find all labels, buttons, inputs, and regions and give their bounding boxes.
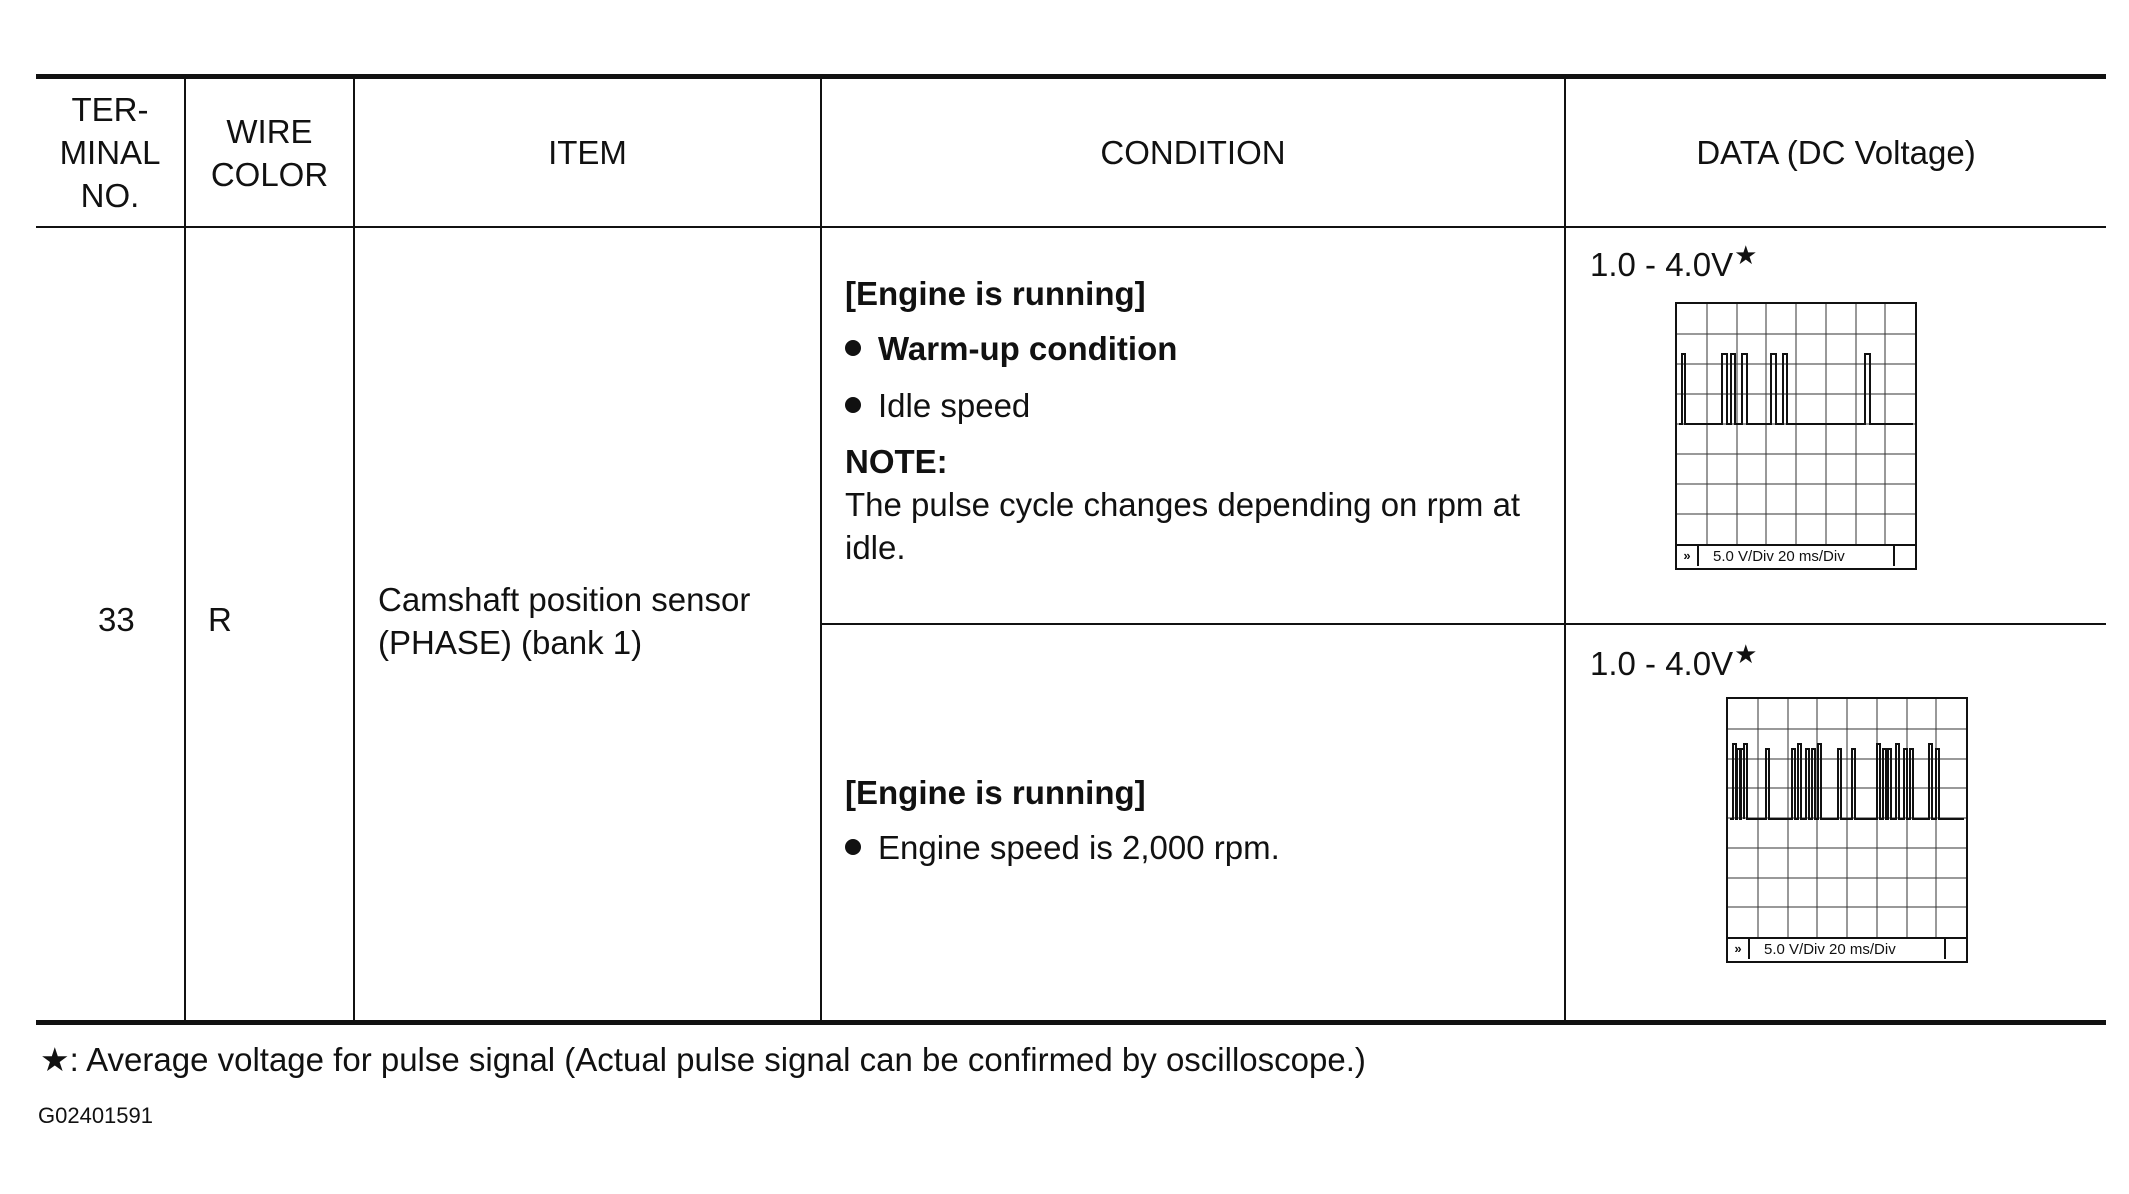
item-line-2: (PHASE) (bank 1) bbox=[378, 624, 643, 661]
condition-2-bullet-1 bbox=[845, 826, 1555, 869]
bullet-icon bbox=[845, 397, 861, 413]
double-chevron-right-icon: » bbox=[1677, 546, 1699, 566]
wire-color-value: R bbox=[208, 601, 232, 638]
header-data-dc-voltage: DATA (DC Voltage) bbox=[1696, 134, 1976, 171]
bullet-icon bbox=[845, 839, 861, 855]
header-terminal-line-1: TER- bbox=[71, 91, 149, 128]
condition-2 bbox=[845, 771, 1555, 869]
condition-row-divider bbox=[822, 623, 2106, 625]
condition-2-heading: [Engine is running] bbox=[845, 774, 1146, 811]
star-icon: ★ bbox=[1734, 240, 1758, 270]
condition-1-note-line-2: idle. bbox=[845, 529, 906, 566]
figure-code: G02401591 bbox=[38, 1103, 153, 1128]
oscilloscope-settings: 5.0 V/Div 20 ms/Div bbox=[1764, 941, 1896, 958]
star-icon: ★ bbox=[1734, 639, 1758, 669]
oscilloscope-settings: 5.0 V/Div 20 ms/Div bbox=[1713, 548, 1845, 565]
condition-1-heading: [Engine is running] bbox=[845, 275, 1146, 312]
header-terminal-line-3: NO. bbox=[80, 177, 140, 214]
footnote-text: : Average voltage for pulse signal (Actual pulse signal can be confirmed by oscilloscope.) bbox=[69, 1041, 1366, 1078]
item-line-1: Camshaft position sensor bbox=[378, 581, 751, 618]
condition-1-bullet-1 bbox=[845, 327, 1555, 370]
condition-2-bullet-1-text: Engine speed is 2,000 rpm. bbox=[878, 829, 1280, 866]
scope-end-marker bbox=[1893, 546, 1915, 566]
header-wire-line-2: COLOR bbox=[210, 155, 329, 193]
footnote bbox=[40, 1040, 1366, 1079]
waveform-grid-svg bbox=[1677, 304, 1915, 544]
item-description bbox=[378, 578, 750, 664]
data-2-voltage bbox=[1590, 639, 1758, 686]
double-chevron-right-icon: » bbox=[1728, 939, 1750, 959]
scope-end-marker bbox=[1944, 939, 1966, 959]
star-icon: ★ bbox=[40, 1041, 70, 1078]
terminal-no-value: 33 bbox=[98, 601, 135, 638]
header-bottom-border bbox=[36, 226, 2106, 228]
header-condition: CONDITION bbox=[1100, 134, 1286, 171]
data-2-voltage-text: 1.0 - 4.0V bbox=[1590, 645, 1734, 682]
oscilloscope-footer bbox=[1728, 937, 1966, 961]
oscilloscope-waveform-2000rpm bbox=[1726, 697, 1968, 963]
oscilloscope-footer bbox=[1677, 544, 1915, 568]
data-1-voltage bbox=[1590, 240, 1758, 287]
header-wire-color bbox=[186, 79, 353, 226]
data-1-voltage-text: 1.0 - 4.0V bbox=[1590, 246, 1734, 283]
table-bottom-border bbox=[36, 1020, 2106, 1025]
condition-1-bullet-2-text: Idle speed bbox=[878, 387, 1031, 424]
header-terminal-line-2: MINAL bbox=[59, 134, 161, 171]
header-wire-line-1: WIRE bbox=[226, 112, 313, 150]
condition-1-note-label: NOTE: bbox=[845, 443, 948, 480]
header-item: ITEM bbox=[548, 134, 627, 171]
bullet-icon bbox=[845, 340, 861, 356]
condition-1-note-line-1: The pulse cycle changes depending on rpm at bbox=[845, 486, 1521, 523]
condition-1-bullet-1-text: Warm-up condition bbox=[878, 330, 1178, 367]
condition-1-bullet-2 bbox=[845, 384, 1555, 427]
header-terminal-no bbox=[36, 79, 184, 226]
condition-1 bbox=[845, 272, 1555, 569]
oscilloscope-waveform-idle bbox=[1675, 302, 1917, 570]
waveform-grid-svg bbox=[1728, 699, 1966, 937]
